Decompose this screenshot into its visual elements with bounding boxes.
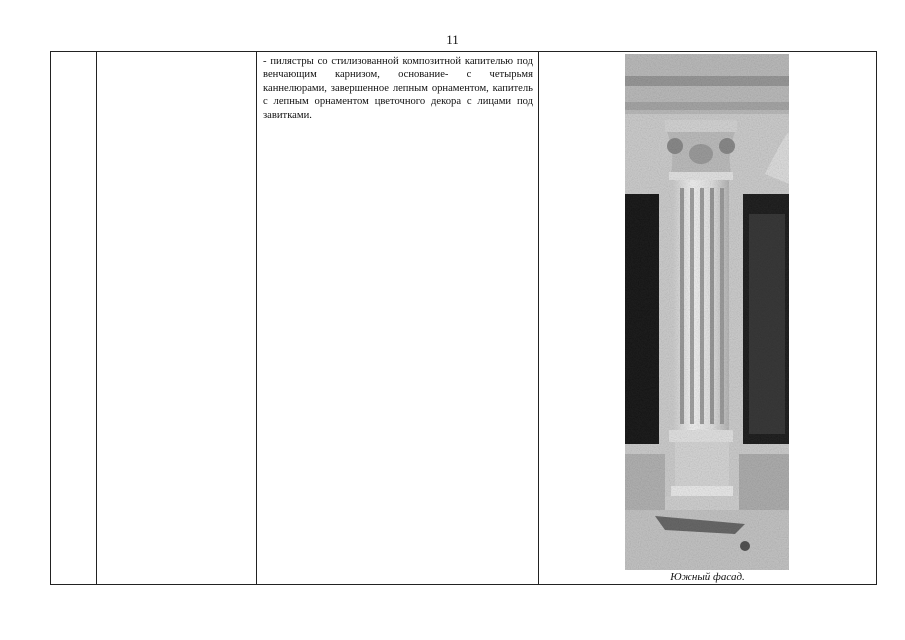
page-number: 11	[446, 32, 459, 47]
photo-caption: Южный фасад.	[670, 571, 745, 583]
cell-name	[97, 52, 257, 585]
element-description: - пилястры со стилизованной композитной капителью под венчающим карнизом, основание- с четырьмя каннелюрами, завершенное лепным орнаментом, капитель с лепным орнаментом цветочного декора с лицами под завитками.	[263, 56, 533, 121]
cell-description	[257, 52, 539, 585]
cell-photo	[539, 52, 877, 585]
pilaster-photo	[625, 54, 789, 570]
table-row	[51, 52, 877, 585]
description-table	[50, 51, 877, 585]
cell-index	[51, 52, 97, 585]
